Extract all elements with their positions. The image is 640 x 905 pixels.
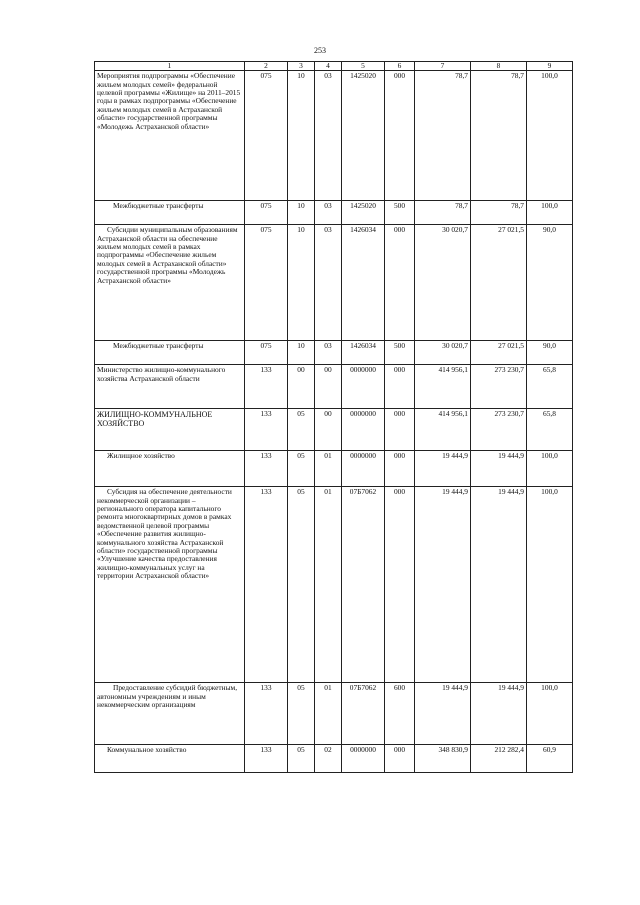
row-section: 05 [288, 745, 315, 773]
row-section: 05 [288, 409, 315, 451]
row-fact: 19 444,9 [471, 487, 527, 683]
header-cell: 3 [288, 62, 315, 71]
table-row [95, 341, 573, 365]
row-target: 07Б7062 [342, 683, 385, 745]
row-subsection: 03 [315, 341, 342, 365]
row-percent: 60,9 [527, 745, 573, 773]
row-target: 0000000 [342, 409, 385, 451]
budget-table [94, 61, 573, 773]
row-name: Министерство жилищно-коммунального хозяйства Астраханской области [95, 365, 245, 409]
row-expense-type: 000 [385, 451, 415, 487]
row-subsection: 01 [315, 487, 342, 683]
row-percent: 100,0 [527, 487, 573, 683]
header-cell: 6 [385, 62, 415, 71]
row-code-admin: 133 [245, 487, 288, 683]
row-subsection: 03 [315, 225, 342, 341]
row-fact: 19 444,9 [471, 451, 527, 487]
row-expense-type: 000 [385, 409, 415, 451]
row-name: Коммунальное хозяйство [95, 745, 245, 773]
row-fact: 273 230,7 [471, 409, 527, 451]
row-target: 0000000 [342, 451, 385, 487]
row-code-admin: 075 [245, 341, 288, 365]
row-percent: 65,8 [527, 365, 573, 409]
row-section: 10 [288, 201, 315, 225]
row-percent: 100,0 [527, 71, 573, 201]
header-cell: 5 [342, 62, 385, 71]
row-plan: 19 444,9 [415, 487, 471, 683]
row-target: 1426034 [342, 341, 385, 365]
row-expense-type: 000 [385, 225, 415, 341]
row-fact: 19 444,9 [471, 683, 527, 745]
row-subsection: 01 [315, 451, 342, 487]
row-section: 05 [288, 683, 315, 745]
table-row [95, 487, 573, 683]
row-target: 1425020 [342, 71, 385, 201]
row-target: 07Б7062 [342, 487, 385, 683]
row-section: 10 [288, 341, 315, 365]
row-section: 00 [288, 365, 315, 409]
header-cell: 9 [527, 62, 573, 71]
row-percent: 90,0 [527, 225, 573, 341]
row-section: 10 [288, 225, 315, 341]
row-target: 0000000 [342, 365, 385, 409]
row-section: 05 [288, 451, 315, 487]
row-name: Субсидии муниципальным образованиям Астраханской области на обеспечение жильем молодых семей в рамках подпрограммы «Обеспечение жильем молодых семей в Астраханской области» государственной программы «Молодежь Астраханской области» [95, 225, 245, 341]
row-fact: 27 021,5 [471, 341, 527, 365]
row-target: 1425020 [342, 201, 385, 225]
row-subsection: 03 [315, 201, 342, 225]
table-row [95, 225, 573, 341]
table-row [95, 409, 573, 451]
row-plan: 19 444,9 [415, 683, 471, 745]
row-subsection: 00 [315, 365, 342, 409]
row-plan: 30 020,7 [415, 341, 471, 365]
row-name: Жилищное хозяйство [95, 451, 245, 487]
row-code-admin: 133 [245, 409, 288, 451]
row-plan: 414 956,1 [415, 365, 471, 409]
row-plan: 414 956,1 [415, 409, 471, 451]
row-subsection: 03 [315, 71, 342, 201]
row-plan: 78,7 [415, 201, 471, 225]
row-name: Мероприятия подпрограммы «Обеспечение жильем молодых семей» федеральной целевой программы «Жилище» на 2011–2015 годы в рамках подпрограммы «Обеспечение жильем молодых семей в Астраханской области» государственной программы «Молодежь Астраханской области» [95, 71, 245, 201]
table-row [95, 451, 573, 487]
row-expense-type: 000 [385, 365, 415, 409]
row-section: 10 [288, 71, 315, 201]
row-name: Межбюджетные трансферты [95, 201, 245, 225]
row-target: 0000000 [342, 745, 385, 773]
row-expense-type: 000 [385, 487, 415, 683]
row-subsection: 01 [315, 683, 342, 745]
row-expense-type: 000 [385, 71, 415, 201]
row-plan: 348 830,9 [415, 745, 471, 773]
row-expense-type: 000 [385, 745, 415, 773]
header-cell: 7 [415, 62, 471, 71]
row-name: Межбюджетные трансферты [95, 341, 245, 365]
row-fact: 273 230,7 [471, 365, 527, 409]
row-fact: 78,7 [471, 201, 527, 225]
table-row [95, 201, 573, 225]
header-cell: 4 [315, 62, 342, 71]
header-cell: 1 [95, 62, 245, 71]
header-row [95, 62, 573, 71]
row-plan: 19 444,9 [415, 451, 471, 487]
row-expense-type: 500 [385, 201, 415, 225]
row-code-admin: 133 [245, 745, 288, 773]
table-row [95, 365, 573, 409]
row-code-admin: 133 [245, 365, 288, 409]
row-code-admin: 133 [245, 683, 288, 745]
table-row [95, 71, 573, 201]
row-code-admin: 075 [245, 201, 288, 225]
header-cell: 8 [471, 62, 527, 71]
row-expense-type: 600 [385, 683, 415, 745]
row-percent: 65,8 [527, 409, 573, 451]
row-subsection: 02 [315, 745, 342, 773]
row-percent: 100,0 [527, 683, 573, 745]
row-target: 1426034 [342, 225, 385, 341]
row-name: Предоставление субсидий бюджетным, автономным учреждениям и иным некоммерческим организациям [95, 683, 245, 745]
row-subsection: 00 [315, 409, 342, 451]
page-number: 253 [314, 46, 326, 55]
table-row [95, 683, 573, 745]
table-row [95, 745, 573, 773]
row-code-admin: 133 [245, 451, 288, 487]
row-section: 05 [288, 487, 315, 683]
row-fact: 27 021,5 [471, 225, 527, 341]
row-name: Субсидия на обеспечение деятельности некоммерческой организации – регионального оператора капитального ремонта многоквартирных домов в рамках ведомственной целевой программы «Обеспечение развития жилищно-коммунального хозяйства Астраханской области» государственной программы «Улучшение качества предоставления жилищно-коммунальных услуг на территории Астраханской области» [95, 487, 245, 683]
row-name: ЖИЛИЩНО-КОММУНАЛЬНОЕ ХОЗЯЙСТВО [95, 409, 245, 451]
header-cell: 2 [245, 62, 288, 71]
row-percent: 100,0 [527, 201, 573, 225]
row-plan: 30 020,7 [415, 225, 471, 341]
row-percent: 90,0 [527, 341, 573, 365]
row-fact: 212 282,4 [471, 745, 527, 773]
row-expense-type: 500 [385, 341, 415, 365]
row-code-admin: 075 [245, 71, 288, 201]
row-code-admin: 075 [245, 225, 288, 341]
row-fact: 78,7 [471, 71, 527, 201]
row-percent: 100,0 [527, 451, 573, 487]
row-plan: 78,7 [415, 71, 471, 201]
